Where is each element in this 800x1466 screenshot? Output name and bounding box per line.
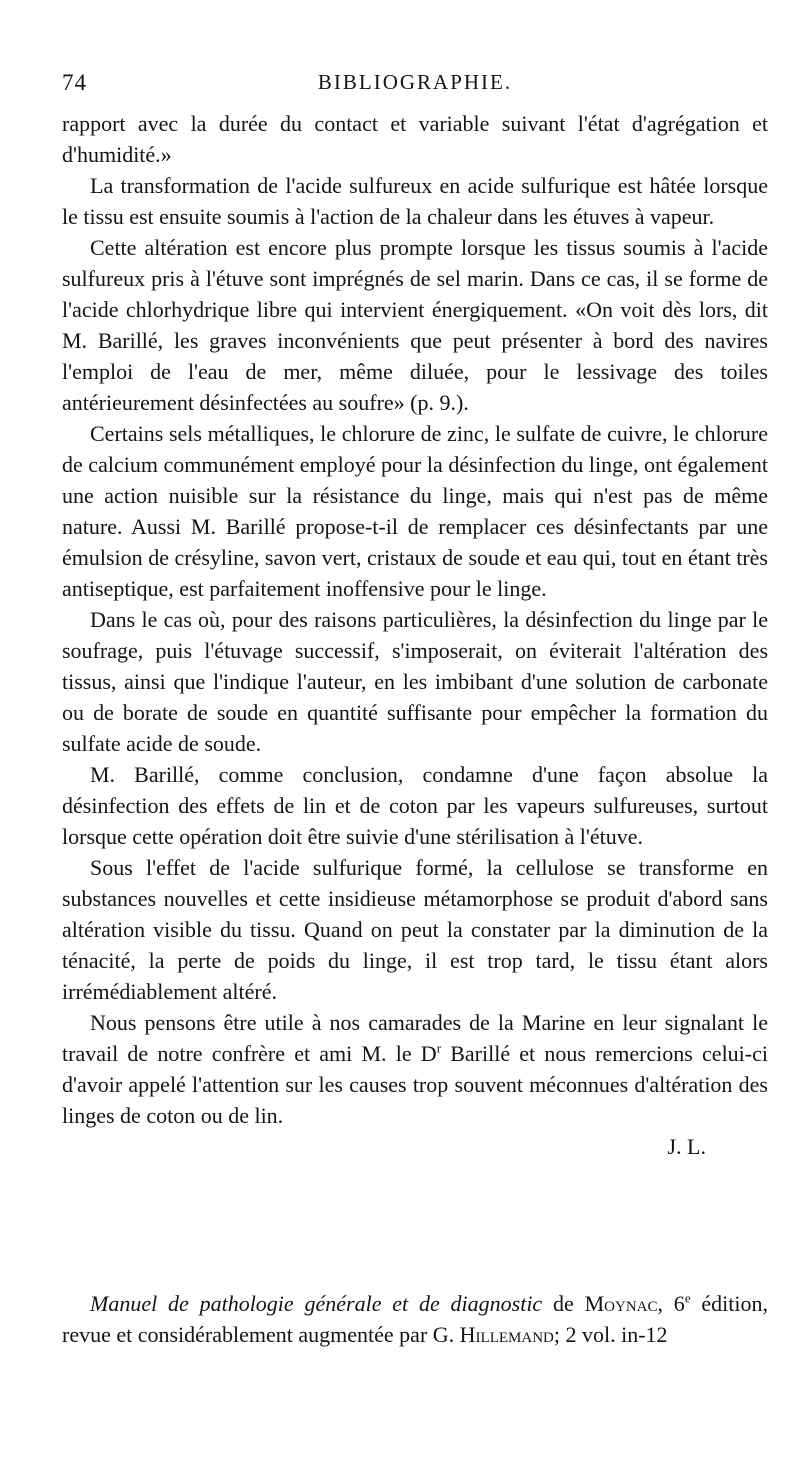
- superscript: r: [436, 1040, 442, 1056]
- paragraph: La transformation de l'acide sulfureux en acide sulfurique est hâtée lorsque le tissu est ensuite soumis à l'action de la chaleur dans les étuves à vapeur.: [62, 173, 768, 229]
- review-text: ; 2 vol. in-12: [553, 1322, 668, 1347]
- page-header: [62, 70, 768, 100]
- author-signature: J. L.: [667, 1134, 706, 1159]
- article-body: [62, 108, 768, 1163]
- review-text: de: [542, 1291, 585, 1316]
- paragraph: Sous l'effet de l'acide sulfurique formé, la cellulose se transforme en substances nouvelles et cette insidieuse métamorphose se produit d'abord sans altération visible du tissu. Quand on peut la constater par la diminution de la ténacité, la perte de poids du linge, il est trop tard, le tissu étant alors irrémédiablement altéré.: [62, 855, 768, 1004]
- paragraph: rapport avec la durée du contact et variable suivant l'état d'agrégation et d'humidité.»: [62, 111, 768, 167]
- paragraph-closing: [62, 1007, 768, 1131]
- paragraph: M. Barillé, comme conclusion, condamne d'une façon absolue la désinfection des effets de lin et de coton par les vapeurs sulfureuses, surtout lorsque cette opération doit être suivie d'une stérilisation à l'étuve.: [62, 762, 768, 849]
- running-head: BIBLIOGRAPHIE.: [317, 70, 513, 94]
- paragraph: Dans le cas où, pour des raisons particulières, la désinfection du linge par le soufrage, puis l'étuvage successif, s'imposerait, on éviterait l'altération des tissus, ainsi que l'indique l'auteur, en les imbibant d'une solution de carbonate ou de borate de soude en quantité suffisante pour empêcher la formation du sulfate acide de soude.: [62, 607, 768, 756]
- paragraph: Certains sels métalliques, le chlorure de zinc, le sulfate de cuivre, le chlorure de calcium communément employé pour la désinfection du linge, ont également une action nuisible sur la résistance du linge, mais qui n'est pas de même nature. Aussi M. Barillé propose-t-il de remplacer ces désinfectants par une émulsion de crésyline, savon vert, cristaux de soude et eau qui, tout en étant très antiseptique, est parfaitement inoffensive pour le linge.: [62, 421, 768, 601]
- book-title: Manuel de pathologie générale et de diagnostic: [90, 1291, 543, 1316]
- closing-text-start: Nous pensons être utile à nos camarades de la Marine en leur signalant le travail de notre confrère et ami M. le D: [62, 1010, 768, 1066]
- book-author: Moynac: [584, 1291, 658, 1316]
- book-reviser: Hillemand: [459, 1322, 554, 1347]
- review-text: édition, revue et considérablement augmentée par G.: [62, 1291, 769, 1347]
- page-number: 74: [62, 70, 87, 95]
- superscript: e: [684, 1290, 691, 1306]
- paragraph: Cette altération est encore plus prompte lorsque les tissus soumis à l'acide sulfureux pris à l'étuve sont imprégnés de sel marin. Dans ce cas, il se forme de l'acide chlorhydrique libre qui intervient énergiquement. «On voit dès lors, dit M. Barillé, les graves inconvénients que peut présenter à bord des navires l'emploi de l'eau de mer, même diluée, pour le lessivage des toiles antérieurement désinfectées au soufre» (p. 9.).: [62, 235, 768, 415]
- closing-text-end: Barillé et nous remercions celui-ci d'avoir appelé l'attention sur les causes trop souvent méconnues d'altération des linges de coton ou de lin.: [62, 1041, 768, 1128]
- book-review-entry: [62, 1288, 768, 1350]
- review-text: , 6: [657, 1291, 685, 1316]
